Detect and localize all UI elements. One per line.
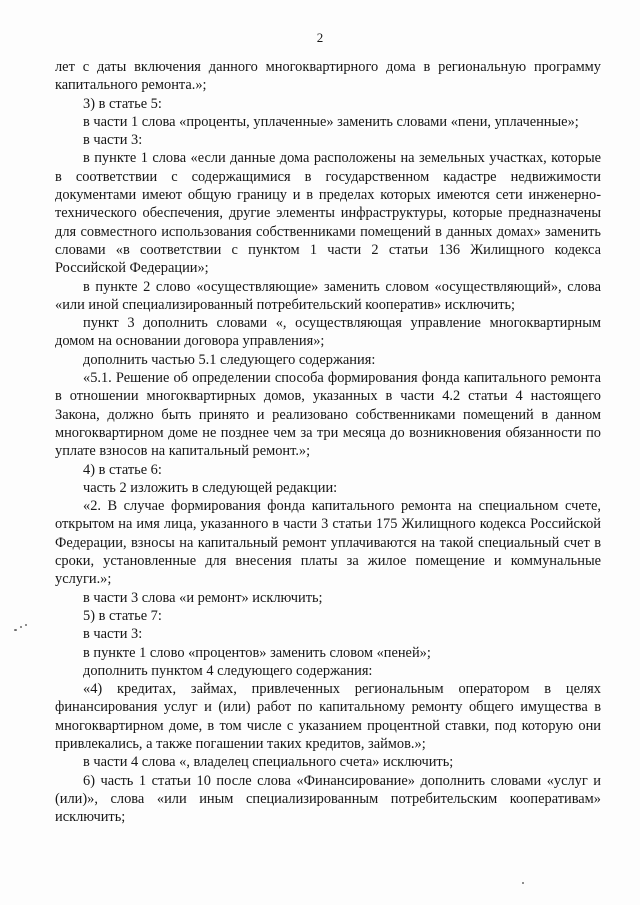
paragraph-add-item-4: дополнить пунктом 4 следующего содержания: bbox=[83, 662, 373, 679]
page-number: 2 bbox=[316, 30, 324, 45]
paragraph-article-7-part-3-item-1: в пункте 1 слово «процентов» заменить словом «пеней»; bbox=[83, 644, 431, 661]
paragraph-article-6-part-3: в части 3 слова «и ремонт» исключить; bbox=[83, 589, 323, 606]
paragraph-article-10-part-1: 6) часть 1 статьи 10 после слова «Финансирование» дополнить словами «услуг и (или)», слова «или иным специализированным потребительским кооперативам» исключить; bbox=[55, 772, 601, 826]
paragraph-article-5-part-3-item-2: в пункте 2 слово «осуществляющие» заменить словом «осуществляющий», слова «или иной специализированный потребительский кооператив» исключить; bbox=[55, 278, 601, 313]
paragraph-article-5-part-3-item-3: пункт 3 дополнить словами «, осуществляющая управление многоквартирным домом на основании договора управления»; bbox=[55, 315, 601, 350]
paragraph-article-6-heading: 4) в статье 6: bbox=[83, 461, 162, 478]
paragraph-article-5-part-1: в части 1 слова «проценты, уплаченные» заменить словами «пени, уплаченные»; bbox=[83, 113, 579, 130]
paragraph-continuation: лет с даты включения данного многоквартирного дома в региональную программу капитального ремонта.»; bbox=[55, 59, 601, 94]
paragraph-part-5-1-text: «5.1. Решение об определении способа формирования фонда капитального ремонта в отношении многоквартирных домов, указанных в части 4.2 статьи 4 настоящего Закона, должно быть принято и реализовано собственниками помещений в данном многоквартирном доме не позднее чем за три месяца до возникновения обязанности по уплате взносов на капитальный ремонт.»; bbox=[55, 370, 601, 460]
paragraph-article-7-part-4: в части 4 слова «, владелец специального счета» исключить; bbox=[83, 754, 454, 771]
paragraph-article-6-part-2-text: «2. В случае формирования фонда капитального ремонта на специальном счете, открытом на имя лица, указанного в части 3 статьи 175 Жилищного кодекса Российской Федерации, взносы на капитальный ремонт уплачиваются на такой специальный счет в сроки, установленные для внесения платы за жилое помещение и коммунальные услуги.»; bbox=[55, 498, 601, 588]
paragraph-article-7-heading: 5) в статье 7: bbox=[83, 607, 162, 624]
scan-speck bbox=[522, 882, 524, 884]
scan-speck bbox=[20, 626, 22, 628]
paragraph-article-5-part-3-item-1: в пункте 1 слова «если данные дома расположены на земельных участках, которые в соответствии с содержащимися в государственном кадастре недвижимости документами имеют общую границу и в пределах которых имеются сети инженерно-технического обеспечения, другие элементы инфраструктуры, которые предназначены для совместного использования собственниками помещений в данных домах» заменить словами «в соответствии с пунктом 1 части 2 статьи 136 Жилищного кодекса Российской Федерации»; bbox=[55, 150, 601, 277]
scan-speck bbox=[25, 624, 27, 626]
scan-speck bbox=[14, 629, 17, 631]
paragraph-article-6-part-2-heading: часть 2 изложить в следующей редакции: bbox=[83, 479, 338, 496]
paragraph-article-7-part-3-heading: в части 3: bbox=[83, 626, 143, 643]
document-body bbox=[55, 58, 601, 826]
paragraph-article-5-part-3-heading: в части 3: bbox=[83, 132, 143, 149]
paragraph-article-5-heading: 3) в статье 5: bbox=[83, 95, 162, 112]
paragraph-item-4-text: «4) кредитах, займах, привлеченных региональным оператором в целях финансирования услуг и (или) работ по капитальному ремонту общего имущества в многоквартирном доме, в том числе с указанием процентной ставки, под которую они привлекались, а также погашении таких кредитов, займов.»; bbox=[55, 681, 601, 752]
paragraph-add-part-5-1: дополнить частью 5.1 следующего содержания: bbox=[83, 351, 376, 368]
